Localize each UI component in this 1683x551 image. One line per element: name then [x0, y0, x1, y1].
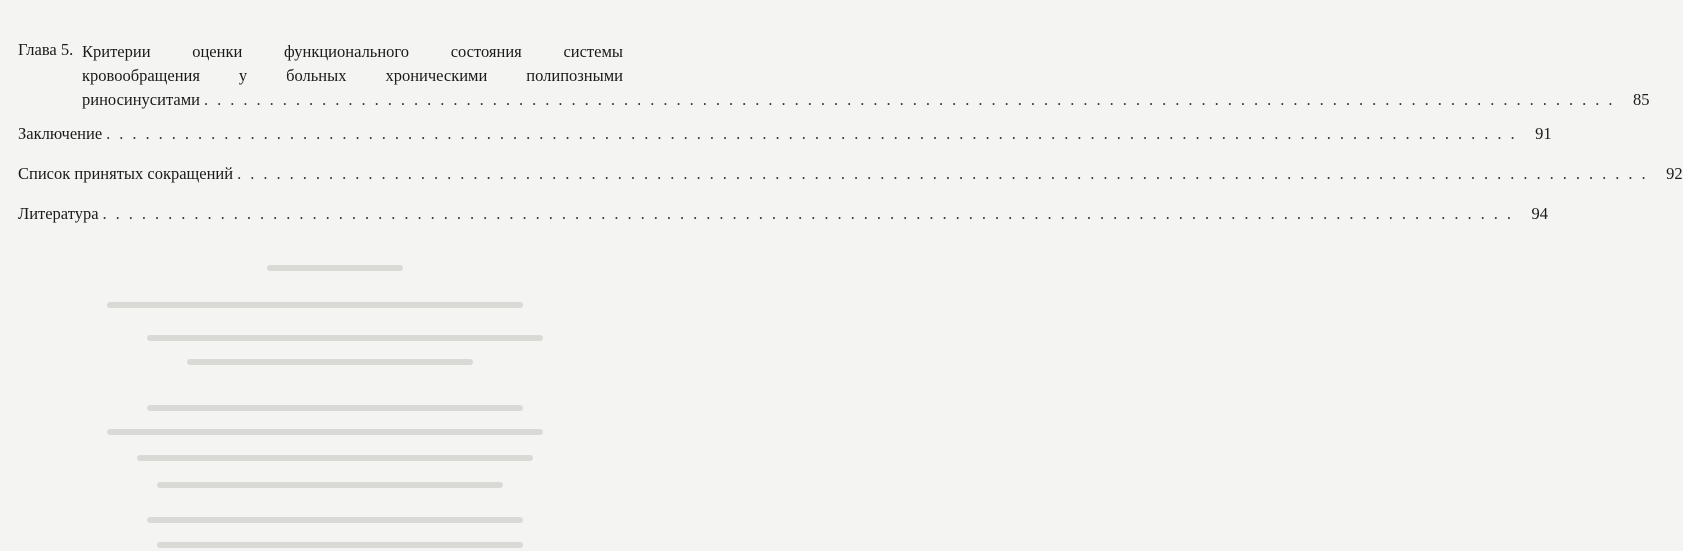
toc-entry-chapter-5 — [18, 40, 1650, 112]
entry-title: Список принятых сокращений — [18, 164, 234, 183]
chapter-title-line-3-text: риносинуситами — [82, 90, 200, 109]
dot-leader: ............................................................................................................ — [237, 164, 1655, 183]
page-number: 94 — [1531, 204, 1549, 223]
toc-entry-abbreviations — [18, 164, 1683, 184]
chapter-title-line-3 — [82, 88, 1650, 112]
entry-title: Заключение — [18, 124, 103, 143]
chapter-title-line-1: Критерии оценки функционального состояния системы — [82, 42, 623, 61]
chapter-title — [82, 40, 1650, 112]
page-number: 91 — [1535, 124, 1552, 143]
toc-entry-conclusion — [18, 124, 1552, 144]
page-number: 85 — [1632, 90, 1650, 109]
dot-leader: ............................................................................................................ — [203, 90, 1622, 109]
chapter-title-line-2: кровообращения у больных хроническими полипозными — [82, 66, 623, 85]
page-number: 92 — [1666, 164, 1683, 183]
chapter-number: Глава 5. — [18, 40, 74, 59]
dot-leader: ............................................................................................................ — [102, 204, 1521, 223]
dot-leader: ............................................................................................................ — [106, 124, 1524, 143]
entry-title: Литература — [18, 204, 99, 223]
toc-entry-literature — [18, 204, 1549, 224]
